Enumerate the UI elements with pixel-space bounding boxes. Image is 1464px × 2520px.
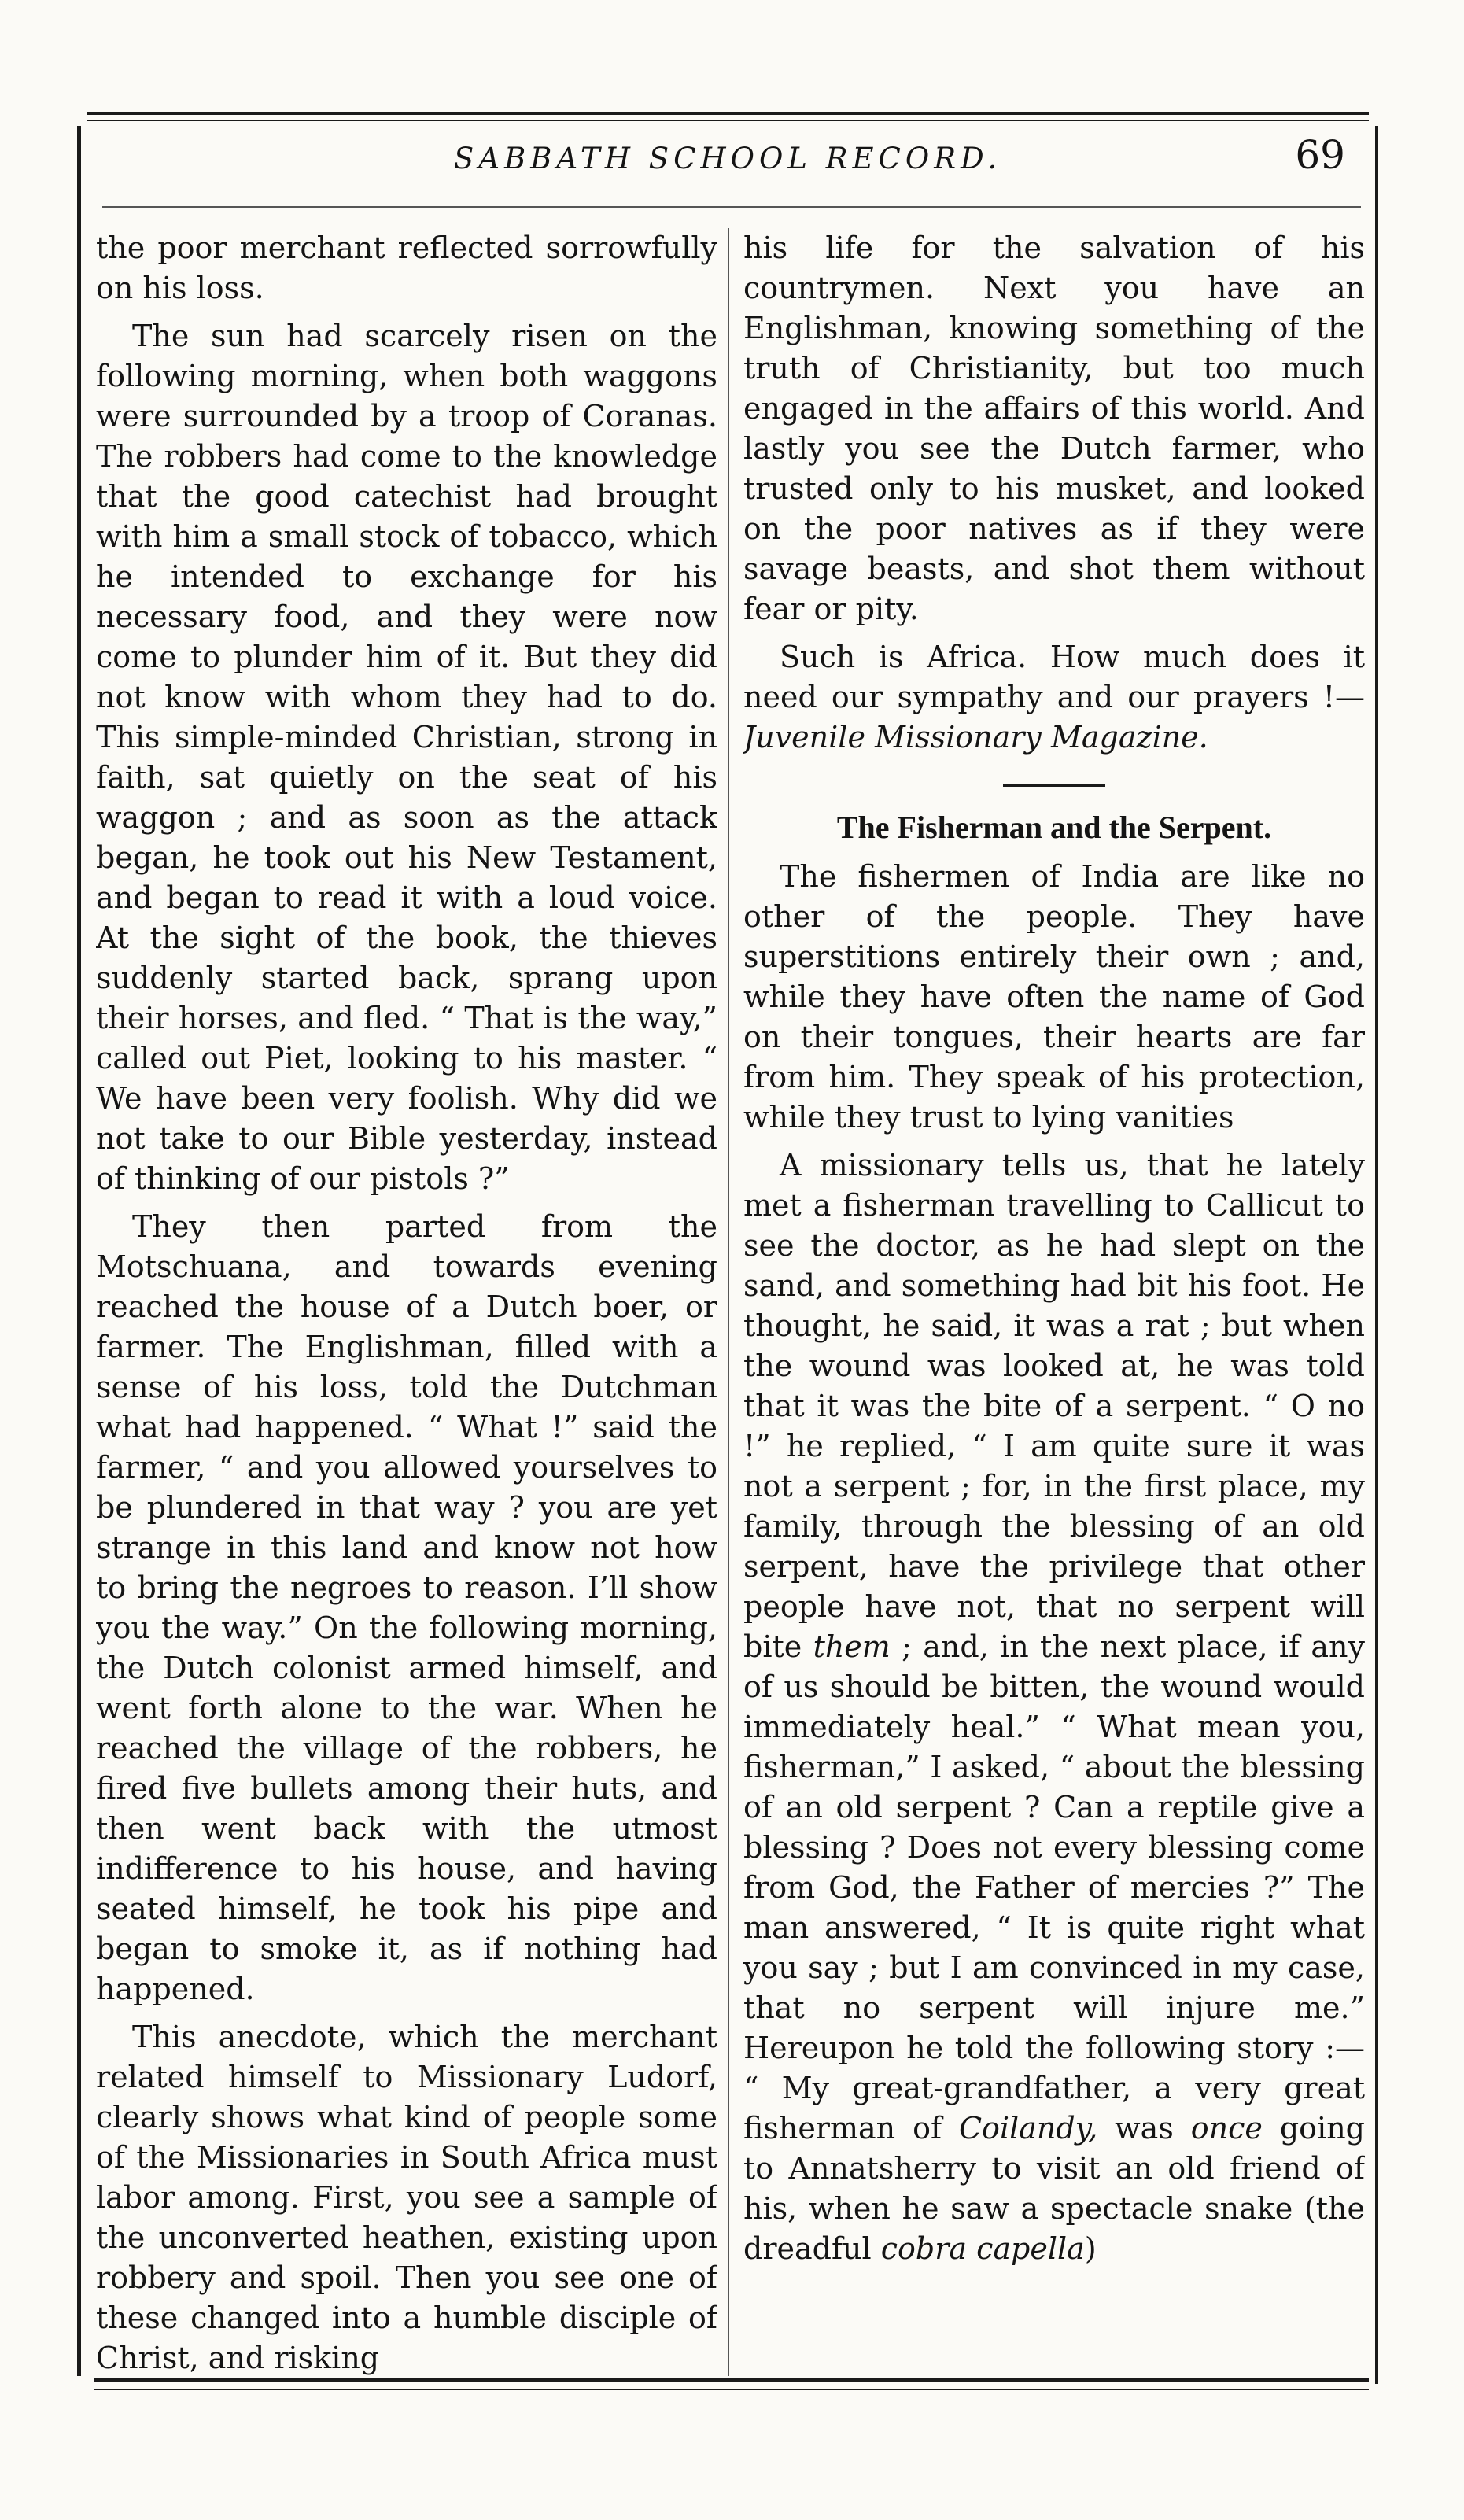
right-column [743,228,1365,2376]
top-rule [87,112,1369,115]
italic-place-name: Coilandy, [958,2111,1098,2146]
bottom-rule-thin [94,2389,1369,2390]
header-rule [102,206,1361,208]
paragraph-text: Such is Africa. How much does it need our sympathy and our prayers !— [743,640,1365,714]
bottom-rule [94,2378,1369,2382]
right-frame-line [1375,126,1378,2384]
left-frame-line [77,126,81,2376]
paragraph: This anecdote, which the merchant related himself to Missionary Ludorf, clearly shows what kind of people some of the Missionaries in South Africa must labor among. First, you see a sample of the unconverted heathen, existing upon robbery and spoil. Then you see one of these changed into a humble disciple of Christ, and risking [96,2020,717,2375]
paragraph: his life for the salvation of his countrymen. Next you have an Englishman, knowing something of the truth of Christianity, but too much engaged in the affairs of this world. And lastly you see the Dutch farmer, who trusted only to his musket, and looked on the poor natives as if they were savage beasts, and shot them without fear or pity. [743,231,1365,626]
paragraph-text: ) [1084,2231,1097,2266]
running-title: SABBATH SCHOOL RECORD. [453,142,1002,175]
paragraph-text: ; and, in the next place, if any of us should be bitten, the wound would immediately heal.” “ What mean you, fisherman,” I asked, “ about the blessing of an old serpent ? Can a reptile give a blessing ? Does not every blessing come from God, the Father of mercies ?” The man answered, “ It is quite right what you say ; but I am convinced in my case, that no serpent will injure me.” Hereupon he told the following story :— “ My great-grandfather, a very great fisherman of [743,1629,1365,2146]
paragraph: The sun had scarcely risen on the following morning, when both waggons were surrounded by a troop of Coranas. The robbers had come to the knowledge that the good catechist had brought with him a small stock of tobacco, which he intended to exchange for his necessary food, and they were now come to plunder him of it. But they did not know with whom they had to do. This simple-minded Christian, strong in faith, sat quietly on the seat of his waggon ; and as soon as the attack began, he took out his New Testament, and began to read it with a loud voice. At the sight of the book, the thieves suddenly started back, sprang upon their horses, and fled. “ That is the way,” called out Piet, looking to his master. “ We have been very foolish. Why did we not take to our Bible yesterday, instead of thinking of our pistols ?” [96,319,717,1196]
section-divider [1003,784,1105,787]
page-header [87,132,1369,195]
paragraph: They then parted from the Motschuana, and towards evening reached the house of a Dutch boer, or farmer. The Englishman, filled with a sense of his loss, told the Dutchman what had happened. “ What !” said the farmer, “ and you allowed yourselves to be plundered in that way ? you are yet strange in this land and know not how to bring the negroes to reason. I’ll show you the way.” On the following morning, the Dutch colonist armed himself, and went forth alone to the war. When he reached the village of the robbers, he fired five bullets among their huts, and then went back with the utmost indifference to his house, and having seated himself, he took his pipe and began to smoke it, as if nothing had happened. [96,1209,717,2006]
left-column [96,228,717,2376]
article-title: The Fisherman and the Serpent. [836,810,1272,845]
paragraph [743,1146,1365,2269]
paragraph: the poor merchant reflected sorrowfully on his loss. [96,231,717,305]
italic-word: once [1190,2111,1263,2146]
source-citation: Juvenile Missionary Magazine. [743,720,1208,755]
paragraph-text: was [1097,2111,1191,2146]
top-rule-thin [87,120,1369,121]
italic-word: them [813,1629,891,1664]
page-number: 69 [1295,132,1345,178]
paragraph [743,637,1365,758]
paragraph-text: A missionary tells us, that he lately met a fisherman travelling to Callicut to see the doctor, as he had slept on the sand, and something had bit his foot. He thought, he said, it was a rat ; but when the wound was looked at, he was told that it was the bite of a serpent. “ O no !” he replied, “ I am quite sure it was not a serpent ; for, in the first place, my family, through the blessing of an old serpent, have the privilege that other people have not, that no serpent will bite [743,1148,1365,1664]
paragraph: The fishermen of India are like no other of the people. They have superstitions entirely their own ; and, while they have often the name of God on their tongues, their hearts are far from him. They speak of his protection, while they trust to lying vanities [743,859,1365,1135]
column-divider [728,228,729,2376]
paragraph-text: going to Annatsherry to visit an old friend of his, when he saw a spectacle snake (the dreadful [743,2111,1365,2266]
italic-species-name: cobra capella [880,2231,1085,2266]
